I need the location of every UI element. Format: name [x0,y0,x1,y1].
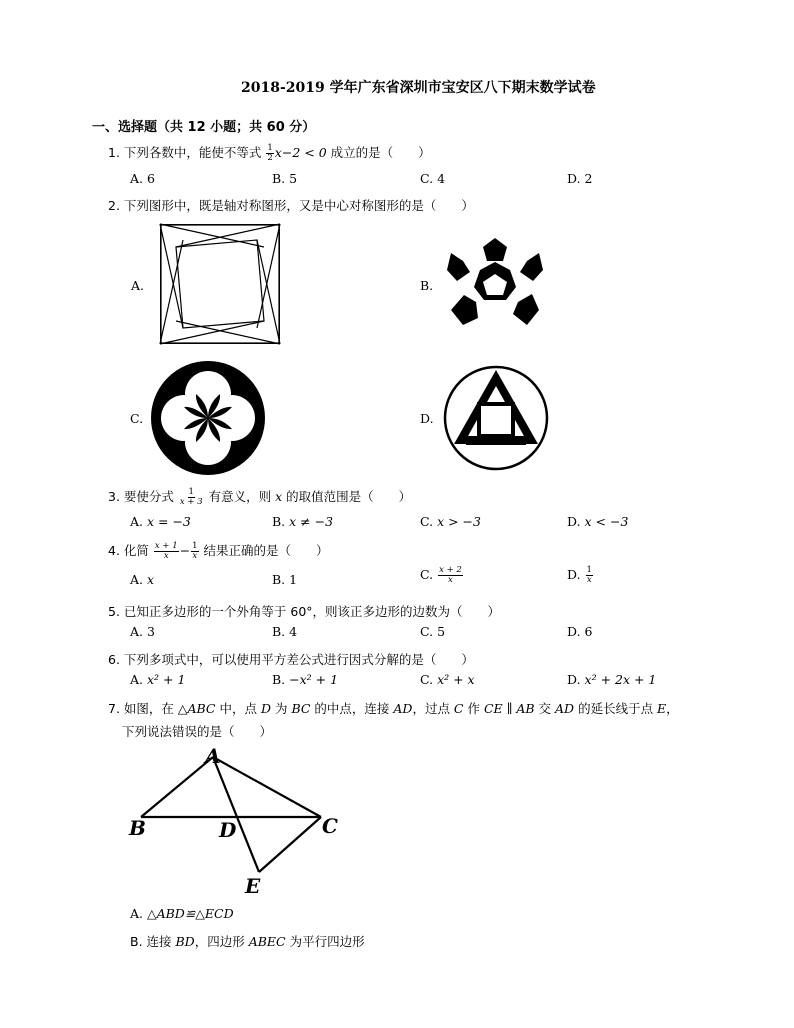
point-a-label: A [205,744,221,768]
fraction-numerator: 1 [586,565,592,575]
q7-math: E [657,701,667,716]
option-letter: A. [130,572,147,587]
question-6-option-b[interactable] [272,672,338,687]
option-letter: D. [567,672,585,687]
option-letter: C. [420,672,438,687]
option-math: ABEC [248,934,286,949]
question-5-option-c[interactable]: C. 5 [420,624,446,639]
option-letter: A. [130,514,147,529]
question-1-fraction [266,144,273,163]
q7-text: 中，点 [215,701,261,716]
question-3-mid: 有意义，则 [204,489,276,504]
question-1-option-d[interactable]: D. 2 [567,171,593,186]
figure-b-pentagons-icon[interactable] [440,232,550,338]
question-7-triangle-figure [125,745,355,897]
option-letter: C. [420,567,438,582]
question-4-pre: 4. 化简 [108,543,153,558]
q7-math: D [260,701,271,716]
question-5-option-d[interactable]: D. 6 [567,624,593,639]
option-expr: x ≠ −3 [289,514,334,529]
q7-text: 的中点，连接 [310,701,394,716]
question-6-option-a[interactable] [130,672,185,687]
q7-text: ，过点 [412,701,454,716]
question-5: 5. 已知正多边形的一个外角等于 60°，则该正多边形的边数为（ ） [108,604,501,619]
q7-text: 作 [463,701,484,716]
question-1-option-b[interactable]: B. 5 [272,171,298,186]
question-4-fraction-2 [191,542,198,561]
point-d-label: D [219,818,237,842]
question-1 [108,143,431,163]
option-expr: x² + 1 [146,672,186,687]
option-letter: B. [272,572,290,587]
figure-a-square-icon[interactable] [160,224,280,344]
fraction-denominator: x [192,551,198,561]
question-1-expr: x−2 < 0 [274,145,327,160]
question-7-line-1 [108,699,679,717]
option-text: B. 连接 [130,934,176,949]
q7-math: AD [555,701,575,716]
fraction-denominator: 2 [267,153,273,163]
option-expr: △ABD≌△ECD [146,906,234,921]
option-fraction [586,566,593,585]
option-letter: D. [567,514,585,529]
question-4-minus: − [179,543,191,558]
question-3-option-d[interactable] [567,514,628,529]
question-1-option-a[interactable]: A. 6 [130,171,155,186]
question-4-option-b[interactable] [272,572,297,587]
option-expr: x > −3 [437,514,481,529]
question-5-option-b[interactable]: B. 4 [272,624,298,639]
fraction-denominator: x + 3 [179,497,203,507]
question-2: 2. 下列图形中，既是轴对称图形，又是中心对称图形的是（ ） [108,198,474,213]
question-2-option-a-label[interactable]: A. [131,278,145,293]
option-letter: A. [130,906,147,921]
question-4-post: 结果正确的是（ ） [199,543,329,558]
option-letter: C. [420,514,438,529]
question-7-option-b[interactable] [130,932,365,950]
q7-text: 的延长线于点 [574,701,658,716]
q7-text: 交 [534,701,556,716]
q7-math: BC [291,701,311,716]
page-title: 2018-2019 学年广东省深圳市宝安区八下期末数学试卷 [241,80,596,96]
question-2-option-c-label[interactable]: C. [130,411,144,426]
question-7-line-2: 下列说法错误的是（ ） [122,724,273,739]
q7-math: △ABC [177,701,216,716]
option-expr: x [146,572,155,587]
question-4-option-d[interactable] [567,566,594,585]
section-heading: 一、选择题（共 12 小题；共 60 分） [92,120,316,135]
fraction-denominator: x [448,575,453,585]
option-letter: D. [567,567,585,582]
fraction-numerator: x + 2 [439,565,462,575]
fraction-numerator: x + 1 [154,541,178,551]
question-2-option-d-label[interactable]: D. [420,411,434,426]
question-4-fraction-1 [154,542,179,561]
option-expr: x² + x [437,672,475,687]
q7-math: CE ∥ AB [483,701,535,716]
option-letter: A. [130,672,147,687]
q7-math: AD [393,701,413,716]
fraction-numerator: 1 [192,541,198,551]
q7-math: C [453,701,464,716]
question-6: 6. 下列多项式中，可以使用平方差公式进行因式分解的是（ ） [108,652,474,667]
question-6-option-d[interactable] [567,672,656,687]
question-4-option-a[interactable] [130,572,154,587]
question-3-option-b[interactable] [272,514,333,529]
question-7-option-a[interactable] [130,906,234,921]
question-1-post: 成立的是（ ） [326,145,431,160]
question-5-option-a[interactable]: A. 3 [130,624,155,639]
option-expr: x = −3 [146,514,191,529]
question-3-fraction [179,488,204,507]
option-fraction [438,566,463,585]
fraction-denominator: x [586,575,592,585]
point-c-label: C [322,814,338,838]
question-1-option-c[interactable]: C. 4 [420,171,446,186]
question-3-option-a[interactable] [130,514,191,529]
question-4-option-c[interactable] [420,566,464,585]
q7-text: ， [666,701,679,716]
question-3 [108,487,411,507]
question-4 [108,541,329,561]
fraction-numerator: 1 [267,143,273,153]
option-letter: B. [272,514,290,529]
q7-text: 为 [270,701,292,716]
point-b-label: B [129,816,146,840]
question-3-pre: 3. 要使分式 [108,489,178,504]
question-2-option-b-label[interactable]: B. [420,278,434,293]
option-math: BD [175,934,195,949]
question-3-post: 的取值范围是（ ） [282,489,412,504]
option-expr: x < −3 [584,514,629,529]
option-text: ，四边形 [194,934,249,949]
option-expr: x² + 2x + 1 [584,672,657,687]
figure-d-circle-triangle-icon[interactable] [440,364,552,472]
q7-text: 7. 如图，在 [108,701,178,716]
option-text: 为平行四边形 [285,934,365,949]
fraction-denominator: x [163,551,169,561]
question-3-option-c[interactable] [420,514,481,529]
option-letter: B. [272,672,290,687]
question-6-option-c[interactable] [420,672,475,687]
point-e-label: E [245,874,261,898]
question-1-pre: 1. 下列各数中，能使不等式 [108,145,266,160]
fraction-numerator: 1 [188,487,194,497]
option-expr: −x² + 1 [289,672,339,687]
question-3-var: x [275,489,283,504]
option-expr: 1 [289,572,298,587]
figure-c-circle-petals-icon[interactable] [150,360,266,476]
